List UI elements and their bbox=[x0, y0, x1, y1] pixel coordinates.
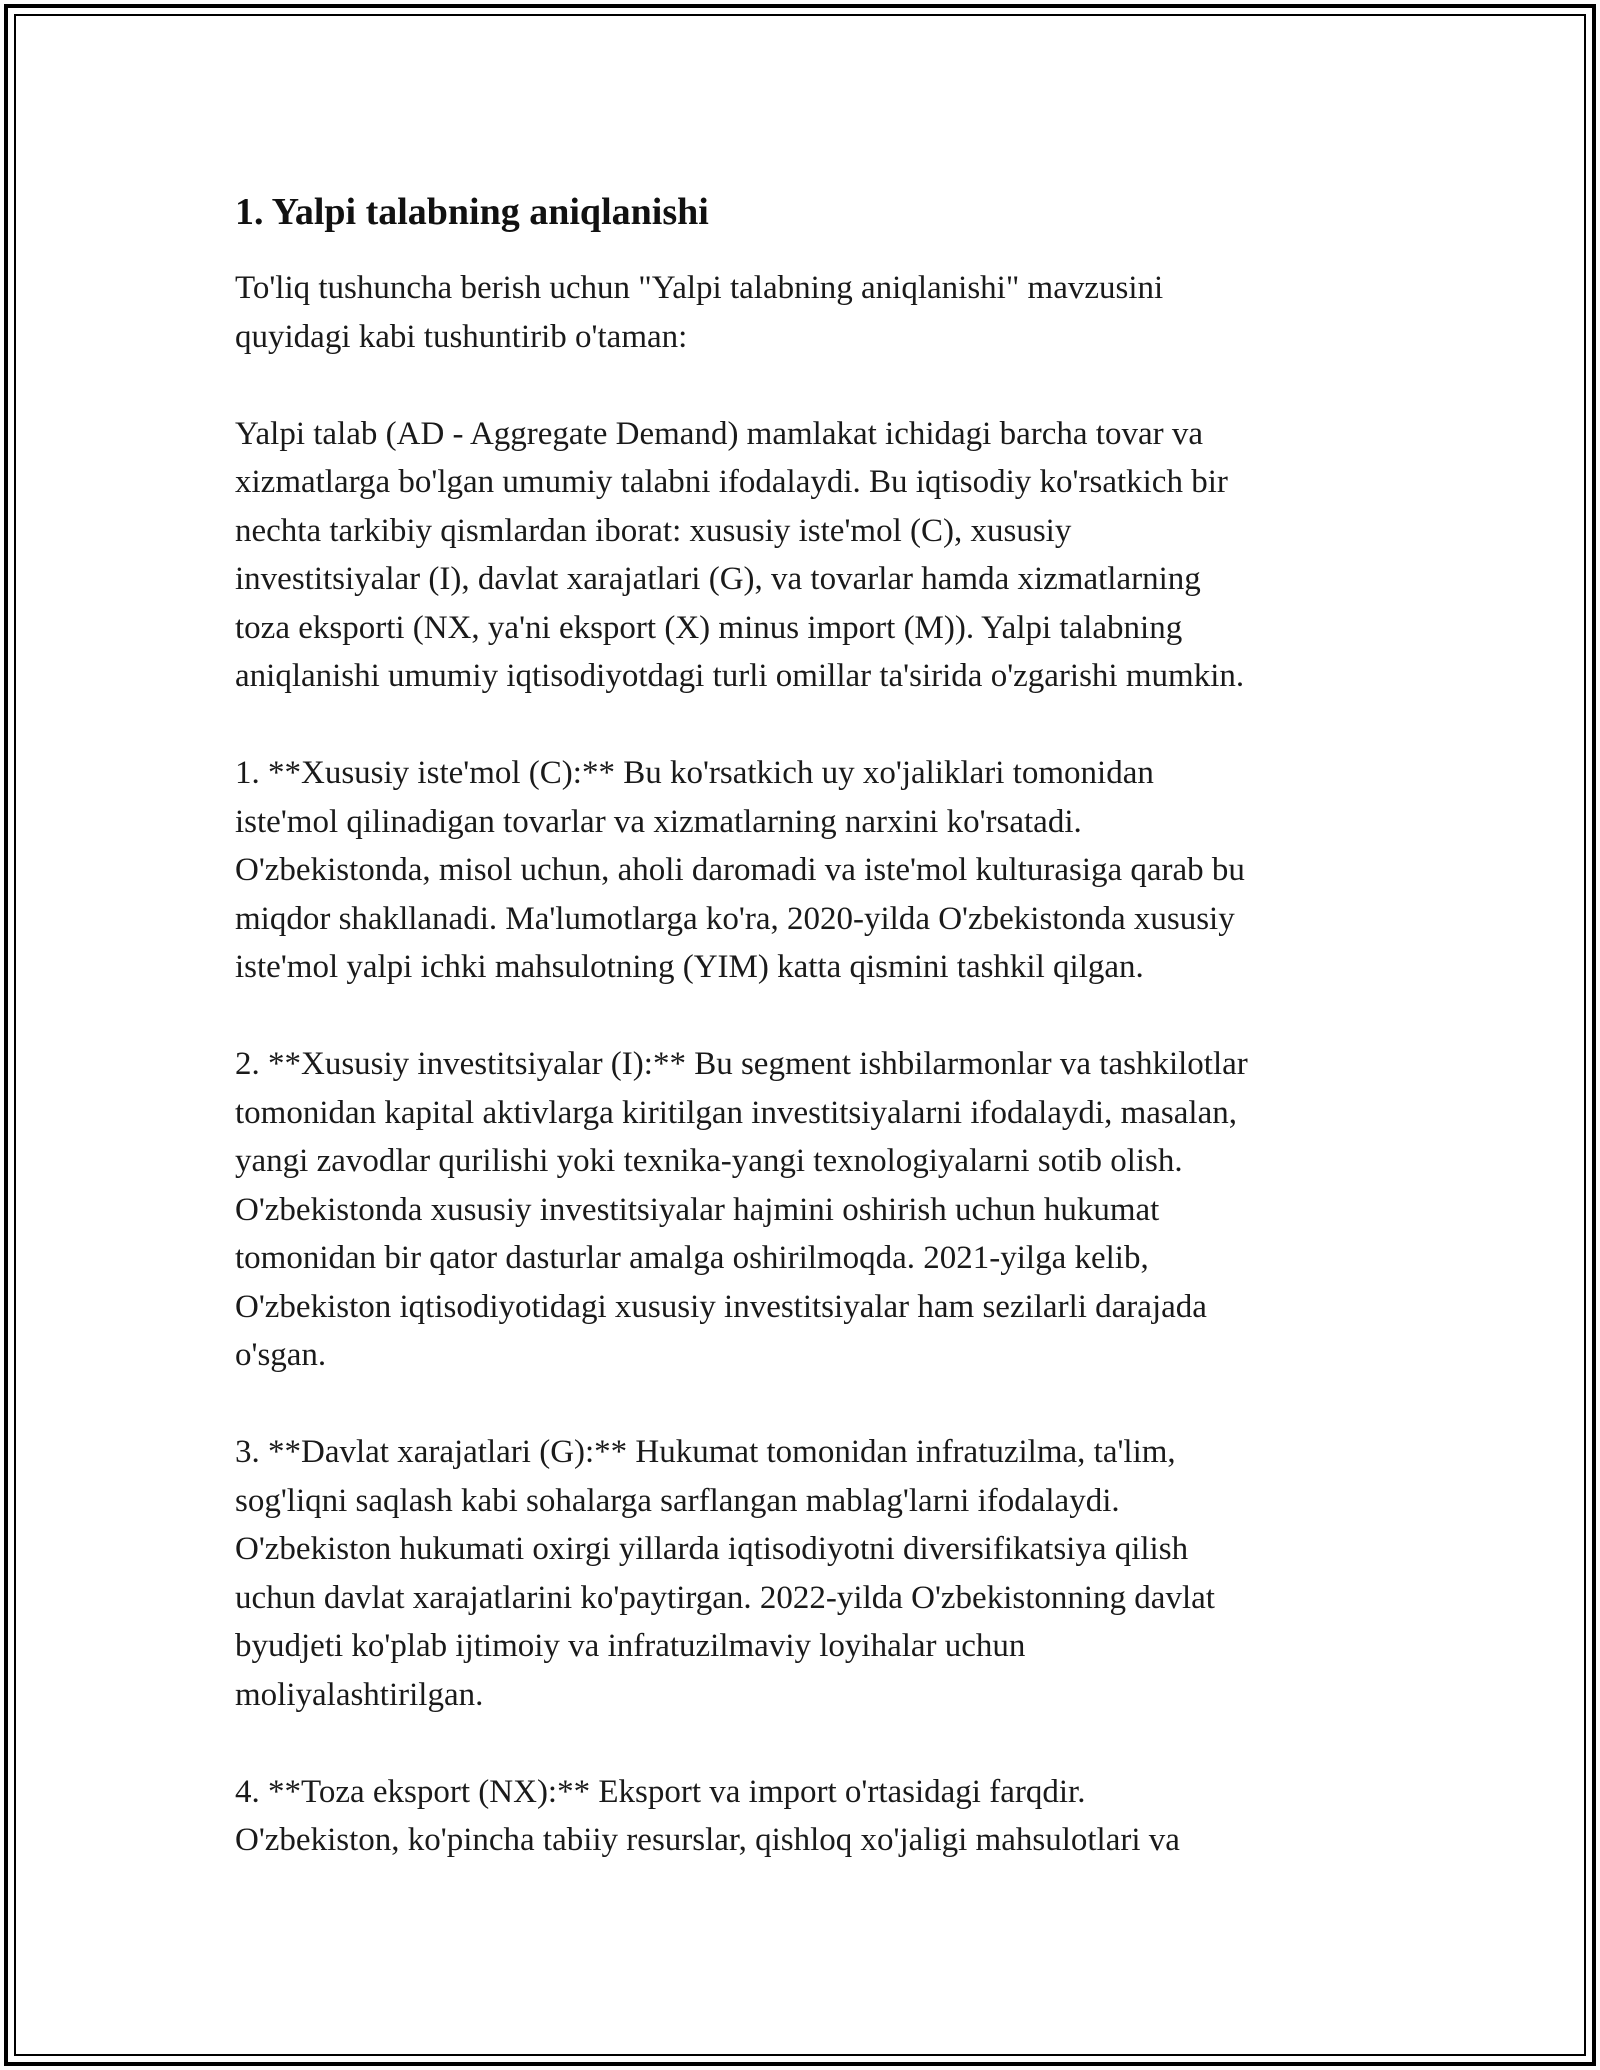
document-body bbox=[235, 188, 1385, 1913]
list-item-investment: 2. **Xususiy investitsiyalar (I):** Bu segment ishbilarmonlar va tashkilotlar tomonidan kapital aktivlarga kiritilgan investitsiyalarni ifodalaydi, masalan, yangi zavodlar qurilishi yoki texnika-yangi texnologiyalarni sotib olish. O'zbekistonda xususiy investitsiyalar hajmini oshirish uchun hukumat tomonidan bir qator dasturlar amalga oshirilmoqda. 2021-yilga kelib, O'zbekiston iqtisodiyotidagi xususiy investitsiyalar ham sezilarli darajada o'sgan. bbox=[235, 1046, 1248, 1373]
intro-paragraph: To'liq tushuncha berish uchun "Yalpi talabning aniqlanishi" mavzusini quyidagi kabi tushuntirib o'taman: bbox=[235, 270, 1164, 355]
section-heading: 1. Yalpi talabning aniqlanishi bbox=[235, 191, 709, 233]
list-item-consumption: 1. **Xususiy iste'mol (C):** Bu ko'rsatkich uy xo'jaliklari tomonidan iste'mol qilinadigan tovarlar va xizmatlarning narxini ko'rsatadi. O'zbekistonda, misol uchun, aholi daromadi va iste'mol kulturasiga qarab bu miqdor shakllanadi. Ma'lumotlarga ko'ra, 2020-yilda O'zbekistonda xususiy iste'mol yalpi ichki mahsulotning (YIM) katta qismini tashkil qilgan. bbox=[235, 755, 1245, 985]
definition-paragraph: Yalpi talab (AD - Aggregate Demand) mamlakat ichidagi barcha tovar va xizmatlarga bo'lgan umumiy talabni ifodalaydi. Bu iqtisodiy ko'rsatkich bir nechta tarkibiy qismlardan iborat: xususiy iste'mol (C), xususiy investitsiyalar (I), davlat xarajatlari (G), va tovarlar hamda xizmatlarning toza eksporti (NX, ya'ni eksport (X) minus import (M)). Yalpi talabning aniqlanishi umumiy iqtisodiyotdagi turli omillar ta'sirida o'zgarishi mumkin. bbox=[235, 415, 1245, 694]
list-item-net-exports: 4. **Toza eksport (NX):** Eksport va import o'rtasidagi farqdir. O'zbekiston, ko'pincha tabiiy resurslar, qishloq xo'jaligi mahsulotlari va bbox=[235, 1773, 1180, 1858]
list-item-government-spending: 3. **Davlat xarajatlari (G):** Hukumat tomonidan infratuzilma, ta'lim, sog'liqni saqlash kabi sohalarga sarflangan mablag'larni ifodalaydi. O'zbekiston hukumati oxirgi yillarda iqtisodiyotni diversifikatsiya qilish uchun davlat xarajatlarini ko'paytirgan. 2022-yilda O'zbekistonning davlat byudjeti ko'plab ijtimoiy va infratuzilmaviy loyihalar uchun moliyalashtirilgan. bbox=[235, 1434, 1215, 1713]
